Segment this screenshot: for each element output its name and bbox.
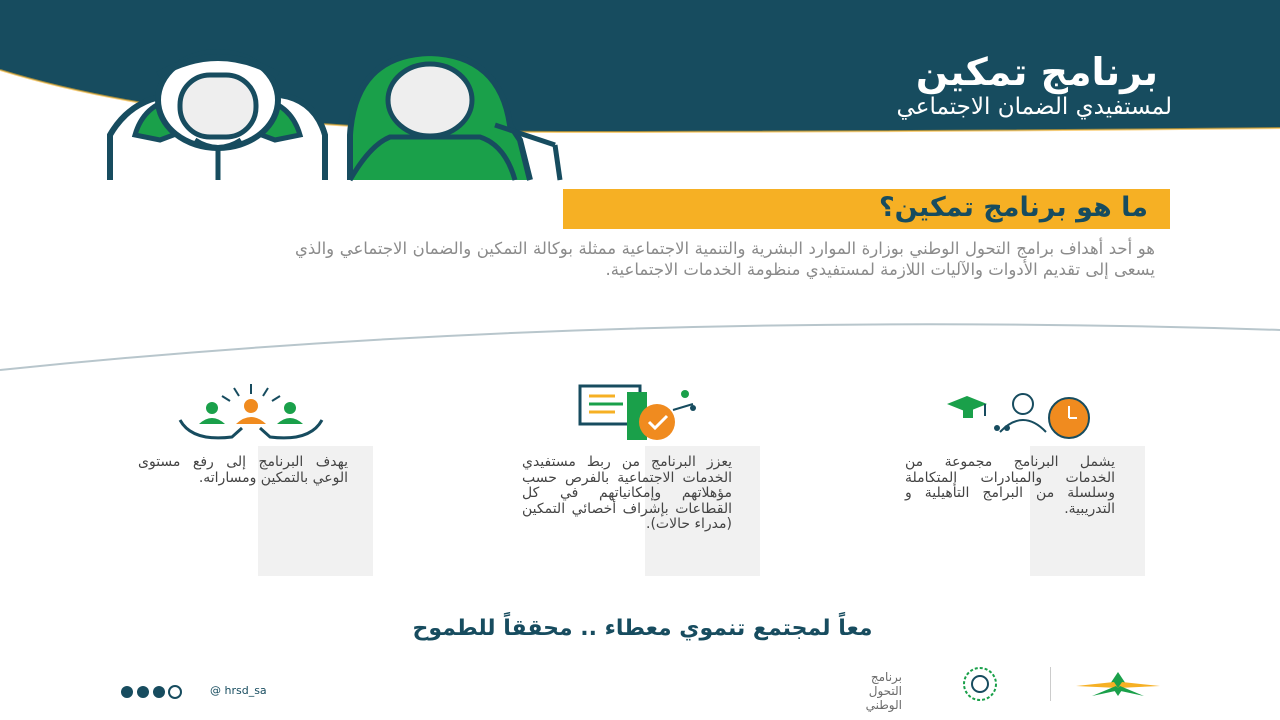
people-hands-icon <box>172 382 330 444</box>
beneficiaries-illustration <box>100 45 570 185</box>
column-text-services: يشمل البرنامج مجموعة من الخدمات والمبادرات المتكاملة وسلسلة من البرامج التأهيلية و التدريبية. <box>905 454 1115 517</box>
slogan: معاً لمجتمع تنموي معطاء .. محققاً للطموح <box>412 616 873 641</box>
social-handle: @ hrsd_sa <box>210 684 267 697</box>
program-logo-text: برنامج التحول الوطني <box>865 670 902 712</box>
facebook-icon <box>153 686 165 698</box>
question-heading: ما هو برنامج تمكين؟ <box>878 192 1148 223</box>
instagram-icon <box>169 686 181 698</box>
question-banner <box>563 189 1170 229</box>
youtube-icon <box>137 686 149 698</box>
twitter-icon <box>121 686 133 698</box>
graduate-clock-icon <box>945 388 1095 440</box>
document-check-icon <box>575 382 700 442</box>
logo-divider <box>1050 667 1051 701</box>
program-title: برنامج تمكين <box>915 50 1158 94</box>
ministry-logo-icon <box>1072 668 1164 700</box>
social-icons <box>120 684 208 703</box>
program-subtitle: لمستفيدي الضمان الاجتماعي <box>896 94 1172 120</box>
column-text-linking: يعزز البرنامج من ربط مستفيدي الخدمات الاجتماعية بالفرص حسب مؤهلاتهم وإمكانياتهم في كل القطاعات بإشراف أخصائي التمكين (مدراء حالات). <box>522 454 732 532</box>
intro-paragraph: هو أحد أهداف برامج التحول الوطني بوزارة الموارد البشرية والتنمية الاجتماعية ممثلة بوكالة التمكين والضمان الاجتماعي والذي يسعى إلى تقديم الأدوات والآليات اللازمة لمستفيدي منظومة الخدمات الاجتماعية. <box>295 239 1155 279</box>
decorative-divider <box>0 318 1280 378</box>
vision-emblem-icon <box>960 665 1000 703</box>
woman-figure-icon <box>350 53 560 180</box>
column-text-awareness: يهدف البرنامج إلى رفع مستوى الوعي بالتمكين ومساراته. <box>138 454 348 486</box>
man-figure-icon <box>110 52 325 180</box>
